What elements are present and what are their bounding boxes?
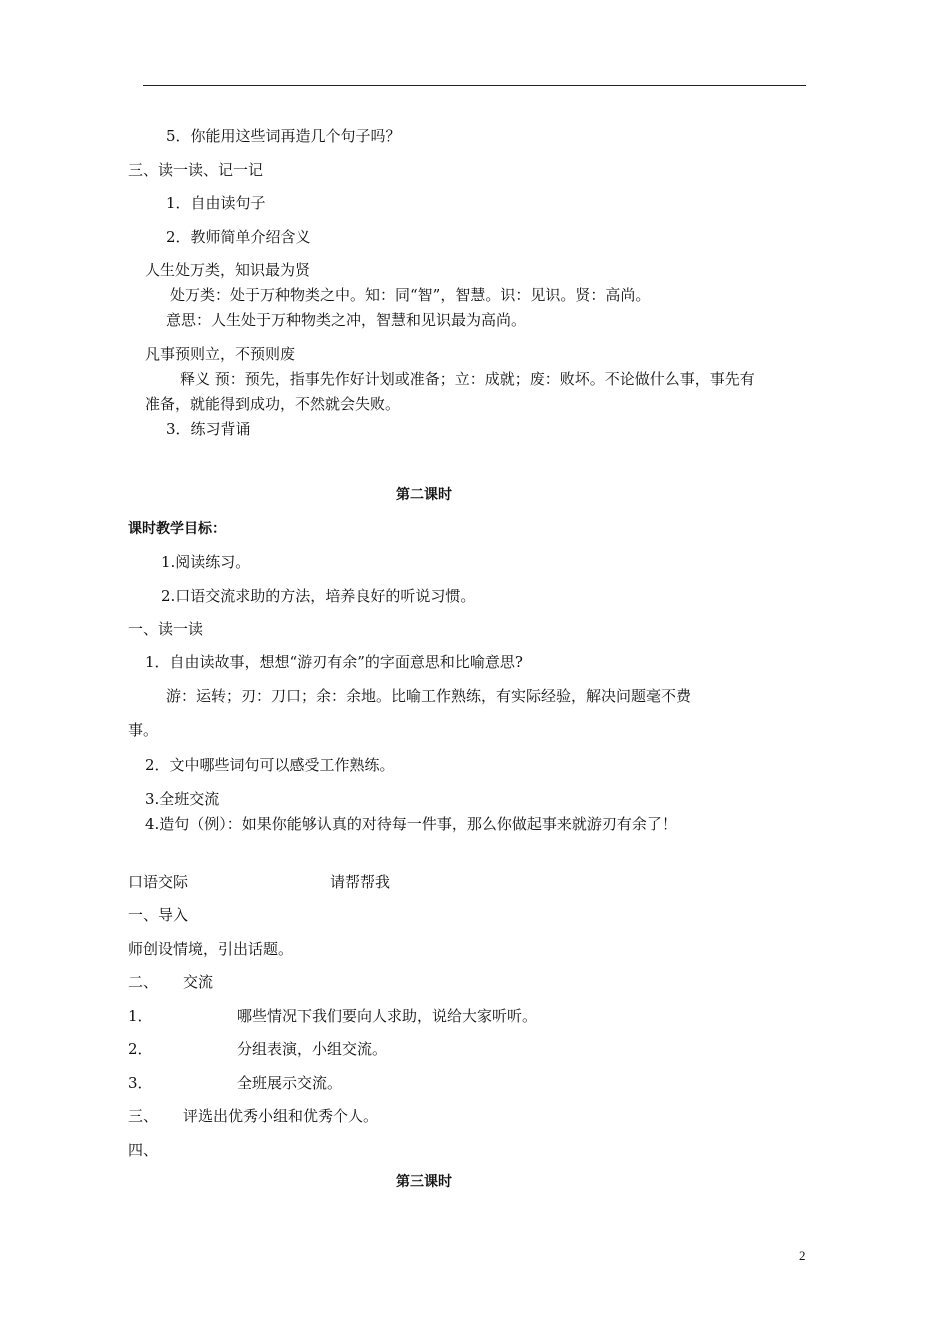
lesson-3-title: 第三课时: [396, 1174, 452, 1190]
read-item-1-gloss: 游：运转；刃：刀口；余：余地。比喻工作熟练，有实际经验，解决问题毫不费: [166, 687, 692, 705]
line-1: 5．你能用这些词再造几个句子吗？: [166, 127, 401, 145]
page-number: 2: [799, 1248, 806, 1263]
read-item-3: 3.全班交流: [145, 790, 220, 808]
line-4: 2．教师简单介绍含义: [166, 228, 311, 246]
oral-step-2-number: 二、: [128, 973, 159, 991]
lesson-goals-heading: 课时教学目标：: [128, 521, 226, 537]
oral-communication-topic: 请帮帮我: [330, 873, 391, 891]
oral-step-3: 评选出优秀小组和优秀个人。: [183, 1107, 379, 1125]
oral-step-1: 一、导入: [128, 906, 189, 924]
oral-sub-2-number: 2．: [128, 1040, 153, 1058]
read-item-1-gloss-cont: 事。: [128, 721, 159, 739]
read-item-1: 1．自由读故事，想想“游刃有余”的字面意思和比喻意思?: [145, 653, 523, 671]
goal-1: 1.阅读练习。: [161, 553, 251, 571]
header-rule: [143, 85, 806, 86]
lesson-2-title: 第二课时: [396, 487, 452, 503]
line-3: 1．自由读句子: [166, 194, 266, 212]
proverb-2-gloss-cont: 准备，就能得到成功，不然就会失败。: [145, 395, 401, 413]
read-item-2: 2．文中哪些词句可以感受工作熟练。: [145, 756, 395, 774]
proverb-1-gloss: 处万类：处于万种物类之中。知：同“智”，智慧。识：见识。贤：高尚。: [170, 286, 651, 304]
section-read: 一、读一读: [128, 620, 204, 638]
line-11: 3．练习背诵: [166, 420, 251, 438]
oral-sub-1-number: 1．: [128, 1007, 153, 1025]
section-heading-3: 三、读一读、记一记: [128, 161, 264, 179]
oral-sub-2: 分组表演，小组交流。: [237, 1040, 388, 1058]
proverb-1-meaning: 意思：人生处于万种物类之冲，智慧和见识最为高尚。: [166, 311, 527, 329]
read-item-4: 4.造句（例）：如果你能够认真的对待每一件事，那么你做起事来就游刃有余了！: [145, 815, 677, 833]
oral-sub-3-number: 3．: [128, 1074, 153, 1092]
oral-step-3-number: 三、: [128, 1107, 159, 1125]
oral-step-2: 交流: [183, 973, 214, 991]
proverb-2-gloss: 释义 预：预先，指事先作好计划或准备；立：成就；废：败坏。不论做什么事，事先有: [180, 370, 755, 388]
oral-sub-1: 哪些情况下我们要向人求助，说给大家听听。: [237, 1007, 538, 1025]
oral-step-1-detail: 师创设情境，引出话题。: [128, 940, 294, 958]
oral-communication-label: 口语交际: [128, 873, 189, 891]
proverb-2: 凡事预则立，不预则废: [145, 345, 296, 363]
proverb-1: 人生处万类，知识最为贤: [145, 261, 311, 279]
oral-sub-3: 全班展示交流。: [237, 1074, 343, 1092]
goal-2: 2.口语交流求助的方法，培养良好的听说习惯。: [161, 587, 476, 605]
oral-step-4-number: 四、: [128, 1141, 159, 1159]
